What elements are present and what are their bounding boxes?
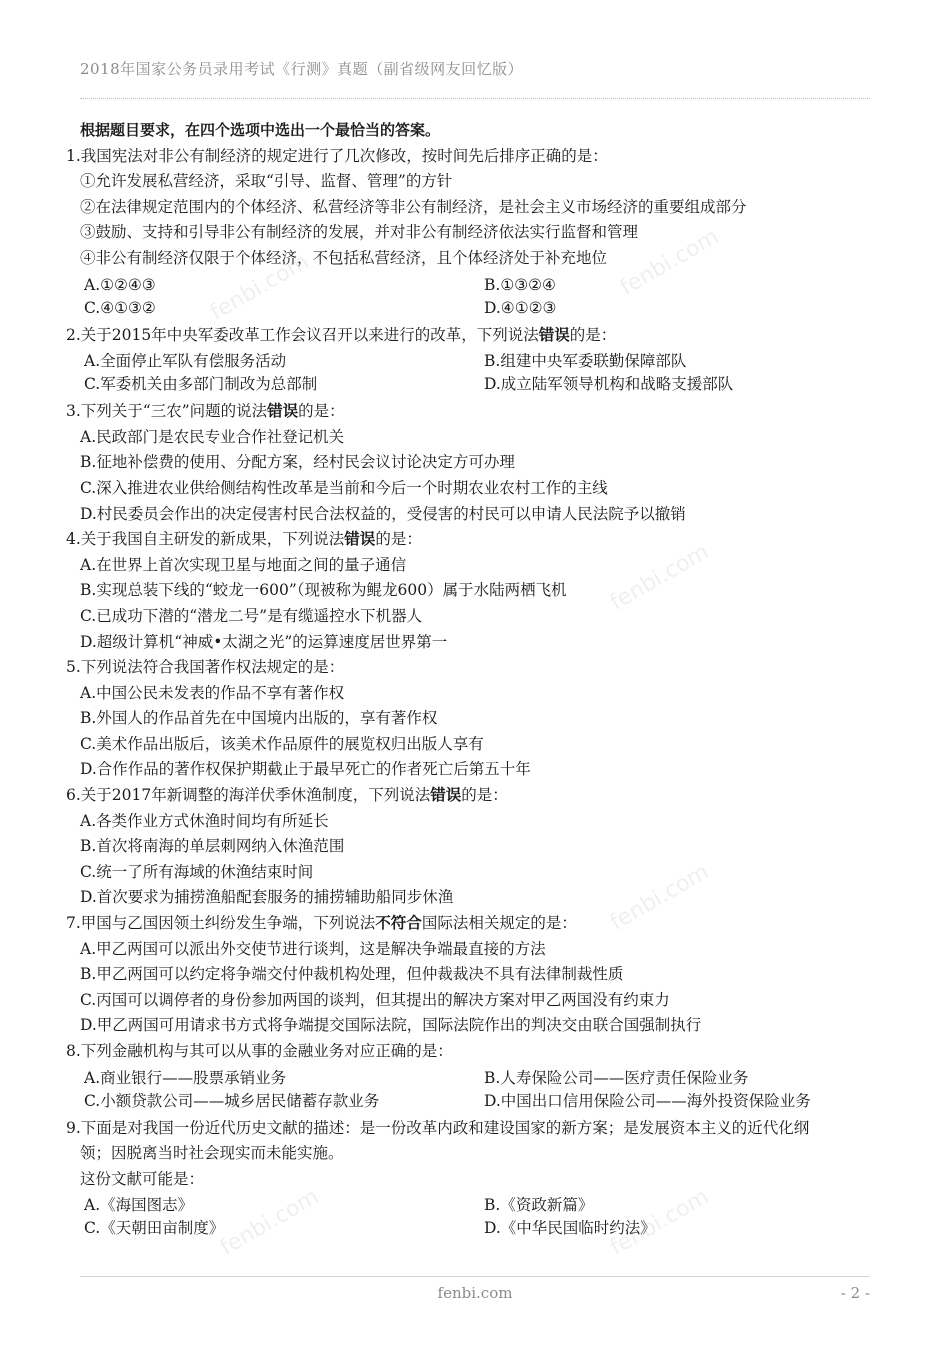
option-b[interactable]: B.外国人的作品首先在中国境内出版的，享有著作权 [80, 709, 438, 728]
question-stem: 8.下列金融机构与其可以从事的金融业务对应正确的是： [66, 1042, 453, 1060]
option-a[interactable]: A.商业银行——股票承销业务 [84, 1068, 287, 1087]
option-c[interactable]: C.军委机关由多部门制改为总部制 [84, 375, 318, 394]
question-5 [66, 655, 876, 783]
stem-emphasis: 不符合 [375, 914, 422, 933]
option-c[interactable]: C.《天朝田亩制度》 [84, 1219, 225, 1238]
watermark: fenbi.com [606, 859, 714, 936]
option-d[interactable]: D.合作作品的著作权保护期截止于最早死亡的作者死亡后第五十年 [80, 760, 531, 779]
option-a[interactable]: A.甲乙两国可以派出外交使节进行谈判，这是解决争端最直接的方法 [80, 939, 546, 958]
option-c[interactable]: C.美术作品出版后，该美术作品原件的展览权归出版人享有 [80, 734, 484, 753]
option-c[interactable]: C.统一了所有海域的休渔结束时间 [80, 862, 314, 881]
option-d[interactable]: D.首次要求为捕捞渔船配套服务的捕捞辅助船同步休渔 [80, 888, 454, 907]
statement-item: ①允许发展私营经济，采取“引导、监督、管理”的方针 [80, 172, 453, 191]
option-a[interactable]: A.民政部门是农民专业合作社登记机关 [80, 427, 345, 446]
option-a[interactable]: A.各类作业方式休渔时间均有所延长 [80, 811, 329, 830]
option-d[interactable]: D.甲乙两国可用请求书方式将争端提交国际法院，国际法院作出的判决交由联合国强制执行 [80, 1016, 702, 1035]
option-b[interactable]: B.甲乙两国可以约定将争端交付仲裁机构处理，但仲裁裁决不具有法律制裁性质 [80, 965, 624, 984]
stem-text: 6.关于2017年新调整的海洋伏季休渔制度，下列说法 [66, 786, 431, 805]
option-c[interactable]: C.丙国可以调停者的身份参加两国的谈判，但其提出的解决方案对甲乙两国没有约束力 [80, 990, 670, 1009]
question-2 [66, 323, 876, 397]
option-c[interactable]: C.已成功下潜的“潜龙二号”是有缆遥控水下机器人 [80, 606, 423, 625]
option-d[interactable]: D.成立陆军领导机构和战略支援部队 [484, 375, 734, 394]
option-b[interactable]: B.实现总装下线的“蛟龙一600”（现被称为鲲龙600）属于水陆两栖飞机 [80, 581, 567, 600]
option-grid [66, 274, 876, 320]
option-a[interactable]: A.全面停止军队有偿服务活动 [84, 352, 287, 371]
question-7 [66, 911, 876, 1039]
page-number: - 2 - [840, 1284, 870, 1302]
question-8 [66, 1039, 876, 1113]
option-b[interactable]: B.组建中央军委联勤保障部队 [484, 352, 687, 371]
stem-emphasis: 错误 [267, 402, 299, 421]
question-stem [66, 527, 876, 553]
option-grid [66, 350, 876, 396]
question-stem: 1.我国宪法对非公有制经济的规定进行了几次修改，按时间先后排序正确的是： [66, 146, 608, 165]
question-prompt: 这份文献可能是： [80, 1169, 205, 1188]
stem-emphasis: 错误 [344, 530, 376, 549]
question-stem [66, 399, 876, 425]
footer-divider [80, 1276, 870, 1277]
option-d[interactable]: D.超级计算机“神威•太湖之光”的运算速度居世界第一 [80, 632, 448, 651]
question-content [66, 118, 876, 1243]
watermark: fenbi.com [216, 1184, 324, 1261]
stem-text: 的是： [375, 530, 422, 549]
statement-item: ④非公有制经济仅限于个体经济，不包括私营经济，且个体经济处于补充地位 [80, 248, 608, 267]
question-6 [66, 783, 876, 911]
option-d[interactable]: D.中国出口信用保险公司——海外投资保险业务 [484, 1091, 811, 1110]
option-c[interactable]: C.小额贷款公司——城乡居民储蓄存款业务 [84, 1091, 380, 1110]
question-3 [66, 399, 876, 527]
option-b[interactable]: B.征地补偿费的使用、分配方案，经村民会议讨论决定方可办理 [80, 453, 515, 472]
stem-text: 的是： [461, 786, 508, 805]
question-9 [66, 1116, 876, 1241]
stem-text: 国际法相关规定的是： [421, 914, 577, 933]
watermark: fenbi.com [606, 1184, 714, 1261]
option-grid [66, 1194, 876, 1240]
stem-text: 4.关于我国自主研发的新成果，下列说法 [66, 530, 345, 549]
watermark: fenbi.com [616, 224, 724, 301]
option-d[interactable]: D.《中华民国临时约法》 [484, 1219, 656, 1238]
option-b[interactable]: B.①③②④ [484, 275, 556, 294]
watermark: fenbi.com [606, 539, 714, 616]
document-header: 2018年国家公务员录用考试《行测》真题（副省级网友回忆版） [80, 60, 524, 78]
stem-text: 的是： [298, 402, 345, 421]
question-stem: 5.下列说法符合我国著作权法规定的是： [66, 658, 345, 677]
stem-text: 7.甲国与乙国因领土纠纷发生争端，下列说法 [66, 914, 376, 933]
question-1 [66, 144, 876, 320]
footer-site: fenbi.com [437, 1284, 513, 1302]
question-stem [66, 783, 876, 809]
option-d[interactable]: D.村民委员会作出的决定侵害村民合法权益的，受侵害的村民可以申请人民法院予以撤销 [80, 504, 686, 523]
option-b[interactable]: B.《资政新篇》 [484, 1196, 594, 1215]
stem-emphasis: 错误 [538, 325, 570, 344]
option-a[interactable]: A.《海国图志》 [84, 1196, 194, 1215]
question-stem [66, 323, 876, 349]
question-4 [66, 527, 876, 655]
instruction-text: 根据题目要求，在四个选项中选出一个最恰当的答案。 [80, 121, 441, 139]
question-stem: 9.下面是对我国一份近代历史文献的描述：是一份改革内政和建设国家的新方案；是发展资本主义的近代化纲 [66, 1118, 810, 1137]
statement-item: ②在法律规定范围内的个体经济、私营经济等非公有制经济，是社会主义市场经济的重要组成部分 [80, 197, 747, 216]
option-b[interactable]: B.人寿保险公司——医疗责任保险业务 [484, 1068, 749, 1087]
question-stem-continuation: 领；因脱离当时社会现实而未能实施。 [80, 1144, 344, 1163]
option-grid [66, 1067, 876, 1113]
option-d[interactable]: D.④①②③ [484, 298, 557, 317]
header-divider [80, 98, 870, 99]
option-b[interactable]: B.首次将南海的单层刺网纳入休渔范围 [80, 837, 345, 856]
option-a[interactable]: A.①②④③ [84, 275, 156, 294]
option-c[interactable]: C.④①③② [84, 298, 156, 317]
stem-text: 的是： [569, 325, 617, 344]
stem-emphasis: 错误 [430, 786, 462, 805]
option-a[interactable]: A.在世界上首次实现卫星与地面之间的量子通信 [80, 555, 407, 574]
statement-item: ③鼓励、支持和引导非公有制经济的发展，并对非公有制经济依法实行监督和管理 [80, 223, 639, 242]
option-a[interactable]: A.中国公民未发表的作品不享有著作权 [80, 683, 345, 702]
question-stem [66, 911, 876, 937]
option-c[interactable]: C.深入推进农业供给侧结构性改革是当前和今后一个时期农业农村工作的主线 [80, 478, 608, 497]
stem-text: 3.下列关于“三农”问题的说法 [66, 402, 268, 421]
watermark: fenbi.com [206, 249, 314, 326]
stem-text: 2.关于2015年中央军委改革工作会议召开以来进行的改革，下列说法 [66, 325, 539, 344]
